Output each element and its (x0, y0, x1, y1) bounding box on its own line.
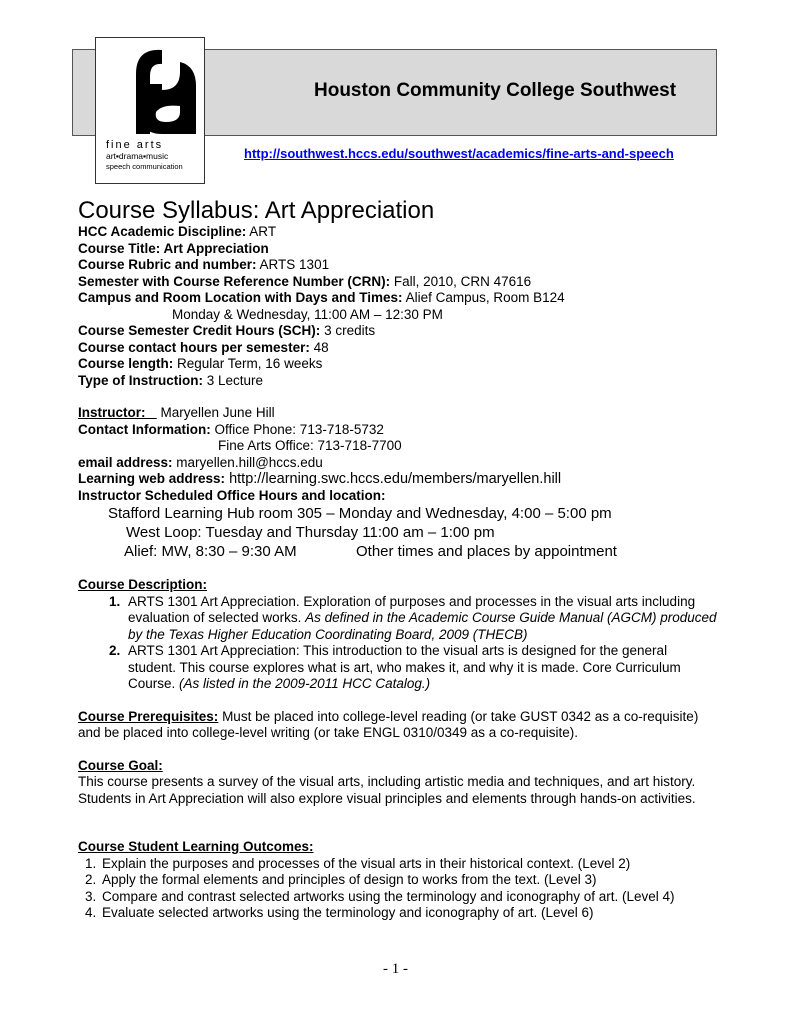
list-item: 4. Evaluate selected artworks using the terminology and iconography of art. (Level 6) (100, 905, 718, 922)
logo-line-fine-arts: fine arts (106, 139, 164, 151)
department-link[interactable]: http://southwest.hccs.edu/southwest/academics/fine-arts-and-speech (244, 146, 674, 161)
goal-heading: Course Goal: (78, 757, 163, 773)
office-hours-alief: Alief: MW, 8:30 – 9:30 AM (124, 543, 297, 560)
office-hours-label: Instructor Scheduled Office Hours and location: (78, 487, 386, 503)
email-value[interactable]: maryellen.hill@hccs.edu (172, 454, 323, 470)
description-item-2: ARTS 1301 Art Appreciation: This introduction to the visual arts is designed for the general student. This course explores what is art, who makes it, and why it is made. Core Curriculum Course. (128, 643, 681, 691)
office-hours-appointment: Other times and places by appointment (356, 543, 617, 560)
course-title-line: Course Title: Art Appreciation (78, 240, 269, 256)
office-hours-stafford: Stafford Learning Hub room 305 – Monday and Wednesday, 4:00 – 5:00 pm (108, 505, 612, 522)
college-name: Houston Community College Southwest (314, 80, 677, 101)
email-label: email address: (78, 454, 173, 470)
list-item: 2. Apply the formal elements and principles of design to works from the text. (Level 3) (100, 872, 718, 889)
instruction-type-value: 3 Lecture (203, 372, 264, 388)
course-length-label: Course length: (78, 356, 174, 371)
crn-label: Semester with Course Reference Number (CRN): (78, 273, 391, 289)
course-length-value: Regular Term, 16 weeks (173, 356, 323, 371)
list-item: 1. Explain the purposes and processes of the visual arts in their historical context. (Level 2) (100, 856, 718, 873)
outcomes-heading: Course Student Learning Outcomes: (78, 839, 314, 854)
description-list (78, 594, 718, 693)
outcomes-list (78, 856, 718, 922)
fine-arts-office-phone: Fine Arts Office: 713-718-7700 (218, 438, 402, 453)
fa-logo-icon (100, 42, 200, 138)
contact-hours-label: Course contact hours per semester: (78, 339, 310, 355)
office-hours-west-loop: West Loop: Tuesday and Thursday 11:00 am – 1:00 pm (126, 524, 495, 541)
description-item-2-source: (As listed in the 2009-2011 HCC Catalog.) (179, 676, 431, 691)
campus-label: Campus and Room Location with Days and Times: (78, 290, 403, 305)
syllabus-body (78, 224, 718, 922)
prerequisites-heading: Course Prerequisites: (78, 708, 219, 724)
goal-text: This course presents a survey of the visual arts, including artistic media and techniques, and art history. Students in Art Appreciation will also explore visual principles and elements through hands-on activities. (78, 774, 696, 806)
web-address-label: Learning web address: (78, 471, 226, 486)
page-title: Course Syllabus: Art Appreciation (78, 197, 435, 224)
description-item-1: ARTS 1301 Art Appreciation. Exploration of purposes and processes in the visual arts including evaluation of selected works. (128, 593, 696, 625)
campus-value: Alief Campus, Room B124 (402, 290, 565, 305)
rubric-label: Course Rubric and number: (78, 257, 257, 272)
contact-hours-value: 48 (309, 339, 329, 355)
page-number: - 1 - (383, 961, 408, 977)
discipline-value: ART (246, 224, 277, 239)
sch-label: Course Semester Credit Hours (SCH): (78, 323, 321, 338)
logo-line-disciplines: art▪drama▪music (106, 151, 169, 161)
discipline-label: HCC Academic Discipline: (78, 224, 247, 239)
list-item (124, 643, 718, 693)
rubric-value: ARTS 1301 (256, 257, 330, 272)
contact-info-label: Contact Information: (78, 421, 211, 437)
instructor-name: Maryellen June Hill (160, 405, 275, 420)
list-item: 3. Compare and contrast selected artworks using the terminology and iconography of art. (Level 4) (100, 889, 718, 906)
prerequisites-text: Must be placed into college-level reading (or take GUST 0342 as a co-requisite) and be placed into college-level writing (or take ENGL 0310/0349 as a co-requisite). (78, 708, 699, 740)
instruction-type-label: Type of Instruction: (78, 372, 203, 388)
instructor-label: Instructor: (78, 405, 146, 420)
class-schedule: Monday & Wednesday, 11:00 AM – 12:30 PM (172, 306, 443, 322)
description-item-1-source: As defined in the Academic Course Guide Manual (AGCM) produced by the Texas Higher Education Coordinating Board, 2009 (THECB) (128, 610, 717, 642)
list-item (124, 594, 718, 644)
web-address-value[interactable]: http://learning.swc.hccs.edu/members/maryellen.hill (225, 471, 562, 487)
logo-line-speech: speech communication (106, 162, 183, 171)
office-phone: Office Phone: 713-718-5732 (210, 421, 384, 437)
sch-value: 3 credits (320, 323, 376, 338)
crn-value: Fall, 2010, CRN 47616 (390, 273, 532, 289)
fine-arts-logo (95, 37, 205, 184)
description-heading: Course Description: (78, 577, 208, 592)
